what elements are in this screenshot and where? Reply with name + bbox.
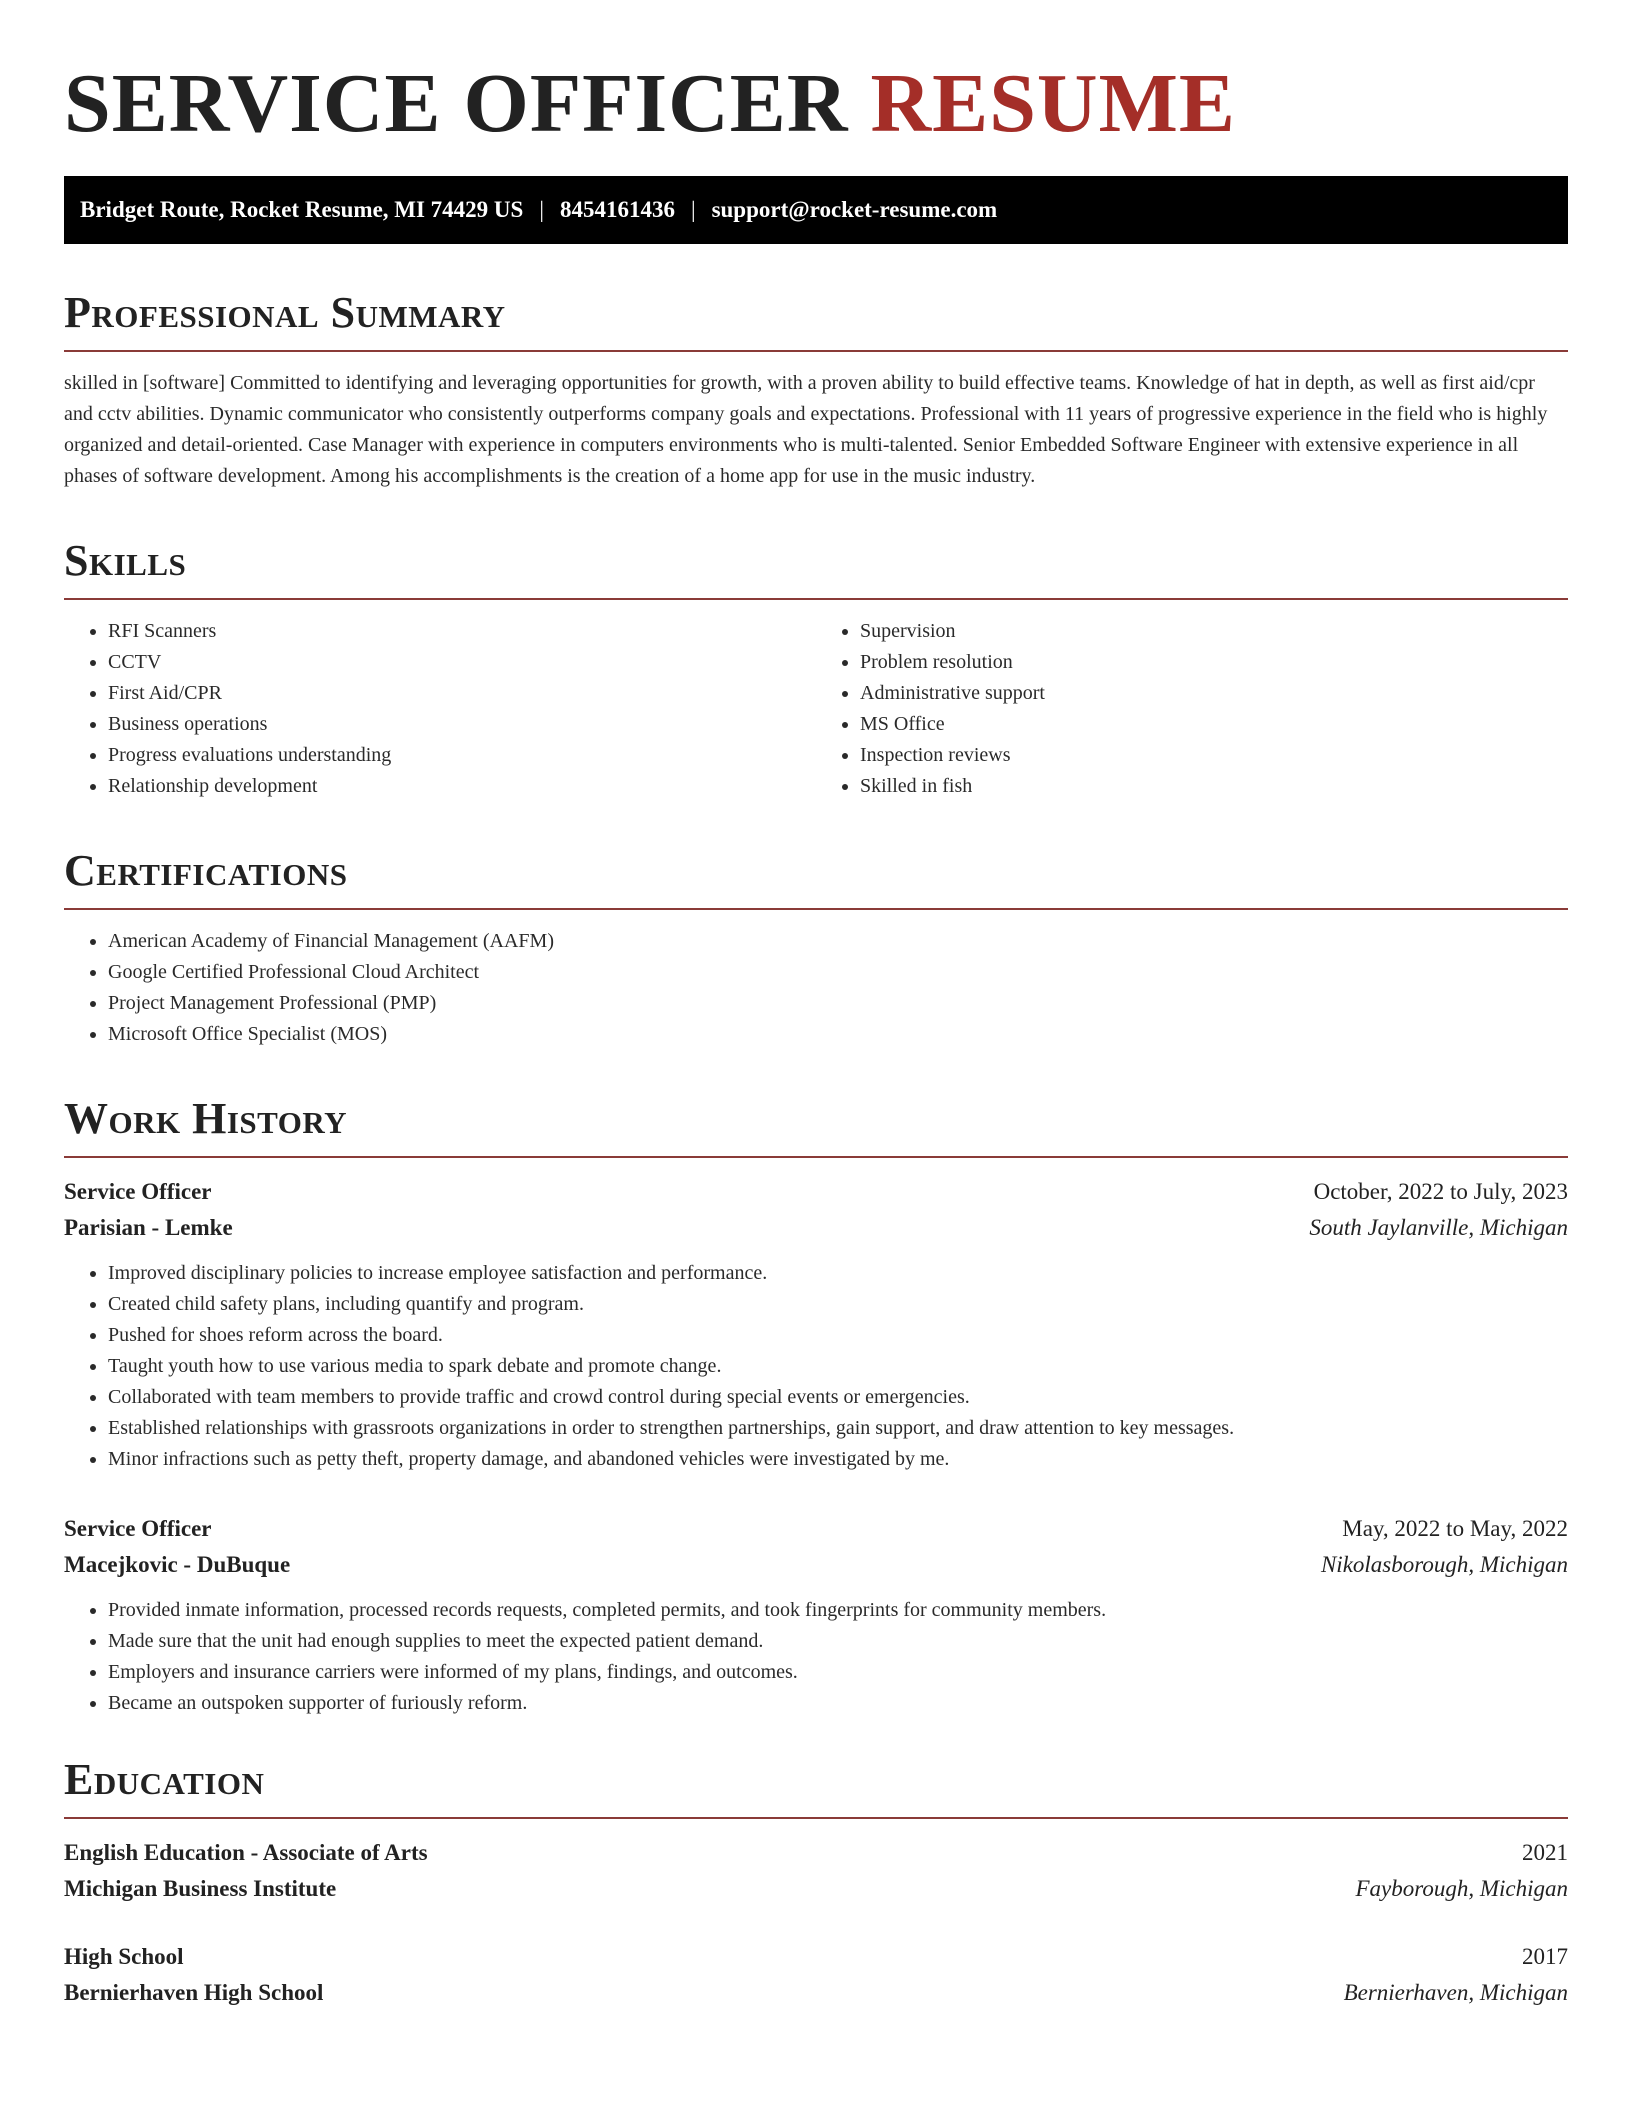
skill-item: • Progress evaluations understanding — [108, 740, 816, 771]
skill-item: • MS Office — [860, 709, 1568, 740]
certification-item: • American Academy of Financial Management (AAFM) — [108, 926, 1568, 957]
skill-item: • Supervision — [860, 616, 1568, 647]
education-school: Michigan Business Institute — [64, 1876, 337, 1901]
education-degree-row — [64, 1939, 1568, 1975]
job-bullet: • Established relationships with grassroots organizations in order to strengthen partnerships, gain support, and draw attention to key messages. — [108, 1413, 1568, 1444]
certification-item: • Microsoft Office Specialist (MOS) — [108, 1019, 1568, 1050]
section-heading: Education — [64, 1755, 265, 1804]
job-company: Parisian - Lemke — [64, 1215, 233, 1240]
job-entry — [64, 1174, 1568, 1475]
title-main: SERVICE OFFICER — [64, 57, 849, 150]
job-company: Macejkovic - DuBuque — [64, 1552, 291, 1577]
work-history-section — [64, 1094, 1568, 1719]
skills-grid — [64, 616, 1568, 802]
education-degree: High School — [64, 1944, 184, 1969]
education-school-row — [64, 1975, 1568, 2011]
job-bullet: • Improved disciplinary policies to increase employee satisfaction and performance. — [108, 1258, 1568, 1289]
education-entry — [64, 1939, 1568, 2011]
job-company-row — [64, 1210, 1568, 1246]
job-location: Nikolasborough, Michigan — [1320, 1552, 1568, 1577]
skill-item: • Business operations — [108, 709, 816, 740]
job-bullets — [64, 1595, 1568, 1719]
education-section — [64, 1755, 1568, 2011]
education-year: 2017 — [1522, 1944, 1568, 1969]
skills-column-left — [64, 616, 816, 802]
contact-email[interactable]: support@rocket-resume.com — [711, 197, 998, 222]
job-bullet: • Employers and insurance carriers were informed of my plans, findings, and outcomes. — [108, 1657, 1568, 1688]
contact-separator: | — [690, 197, 696, 222]
job-bullet: • Pushed for shoes reform across the board. — [108, 1320, 1568, 1351]
job-entry — [64, 1511, 1568, 1719]
skill-item: • Skilled in fish — [860, 771, 1568, 802]
job-bullet: • Made sure that the unit had enough supplies to meet the expected patient demand. — [108, 1626, 1568, 1657]
section-divider — [64, 908, 1568, 910]
job-bullet: • Became an outspoken supporter of furiously reform. — [108, 1688, 1568, 1719]
certification-item: • Google Certified Professional Cloud Architect — [108, 957, 1568, 988]
section-heading: Work History — [64, 1094, 348, 1143]
title-accent: RESUME — [870, 57, 1236, 150]
job-header-row — [64, 1174, 1568, 1210]
job-bullet: • Created child safety plans, including quantify and program. — [108, 1289, 1568, 1320]
job-bullet: • Taught youth how to use various media to spark debate and promote change. — [108, 1351, 1568, 1382]
job-bullet: • Collaborated with team members to provide traffic and crowd control during special events or emergencies. — [108, 1382, 1568, 1413]
job-header-row — [64, 1511, 1568, 1547]
education-school-row — [64, 1871, 1568, 1907]
section-heading: Professional Summary — [64, 288, 506, 337]
skill-item: • Administrative support — [860, 678, 1568, 709]
skill-item: • Inspection reviews — [860, 740, 1568, 771]
skill-item: • First Aid/CPR — [108, 678, 816, 709]
section-divider — [64, 1817, 1568, 1819]
education-year: 2021 — [1522, 1840, 1568, 1865]
job-dates: May, 2022 to May, 2022 — [1342, 1516, 1568, 1541]
skills-list — [64, 616, 816, 802]
section-divider — [64, 1156, 1568, 1158]
certifications-section — [64, 846, 1568, 1050]
certifications-list — [64, 926, 1568, 1050]
section-heading: Skills — [64, 536, 187, 585]
section-divider — [64, 350, 1568, 352]
certification-item: • Project Management Professional (PMP) — [108, 988, 1568, 1019]
job-title: Service Officer — [64, 1516, 212, 1541]
section-heading: Certifications — [64, 846, 348, 895]
job-dates: October, 2022 to July, 2023 — [1313, 1179, 1568, 1204]
job-bullets — [64, 1258, 1568, 1475]
skill-item: • Problem resolution — [860, 647, 1568, 678]
education-degree: English Education - Associate of Arts — [64, 1840, 428, 1865]
education-entry — [64, 1835, 1568, 1907]
contact-separator: | — [539, 197, 544, 222]
resume-title — [64, 54, 1568, 154]
skill-item: • Relationship development — [108, 771, 816, 802]
contact-phone[interactable]: 8454161436 — [559, 197, 675, 222]
job-bullet: • Minor infractions such as petty theft, property damage, and abandoned vehicles were investigated by me. — [108, 1444, 1568, 1475]
skill-item: • CCTV — [108, 647, 816, 678]
skills-section — [64, 536, 1568, 802]
job-title: Service Officer — [64, 1179, 212, 1204]
job-location: South Jaylanville, Michigan — [1309, 1215, 1568, 1240]
summary-text: skilled in [software] Committed to identifying and leveraging opportunities for growth, with a proven ability to build effective teams. Knowledge of hat in depth, as well as first aid/cpr and cctv abilities. Dynamic communicator who consistently outperforms company goals and expectations. Professional with 11 years of progressive experience in the field who is highly organized and detail-oriented. Case Manager with experience in computers environments who is multi-talented. Senior Embedded Software Engineer with extensive experience in all phases of software development. Among his accomplishments is the creation of a home app for use in the music industry. — [64, 372, 1548, 487]
contact-address: Bridget Route, Rocket Resume, MI 74429 US — [80, 197, 524, 222]
education-location: Bernierhaven, Michigan — [1343, 1980, 1568, 2005]
skill-item: • RFI Scanners — [108, 616, 816, 647]
education-location: Fayborough, Michigan — [1355, 1876, 1568, 1901]
summary-section — [64, 288, 1568, 492]
education-degree-row — [64, 1835, 1568, 1871]
education-school: Bernierhaven High School — [64, 1980, 324, 2005]
job-company-row — [64, 1547, 1568, 1583]
skills-column-right — [816, 616, 1568, 802]
section-divider — [64, 598, 1568, 600]
job-bullet: • Provided inmate information, processed records requests, completed permits, and took fingerprints for community members. — [108, 1595, 1568, 1626]
contact-bar — [64, 176, 1568, 244]
skills-list — [816, 616, 1568, 802]
